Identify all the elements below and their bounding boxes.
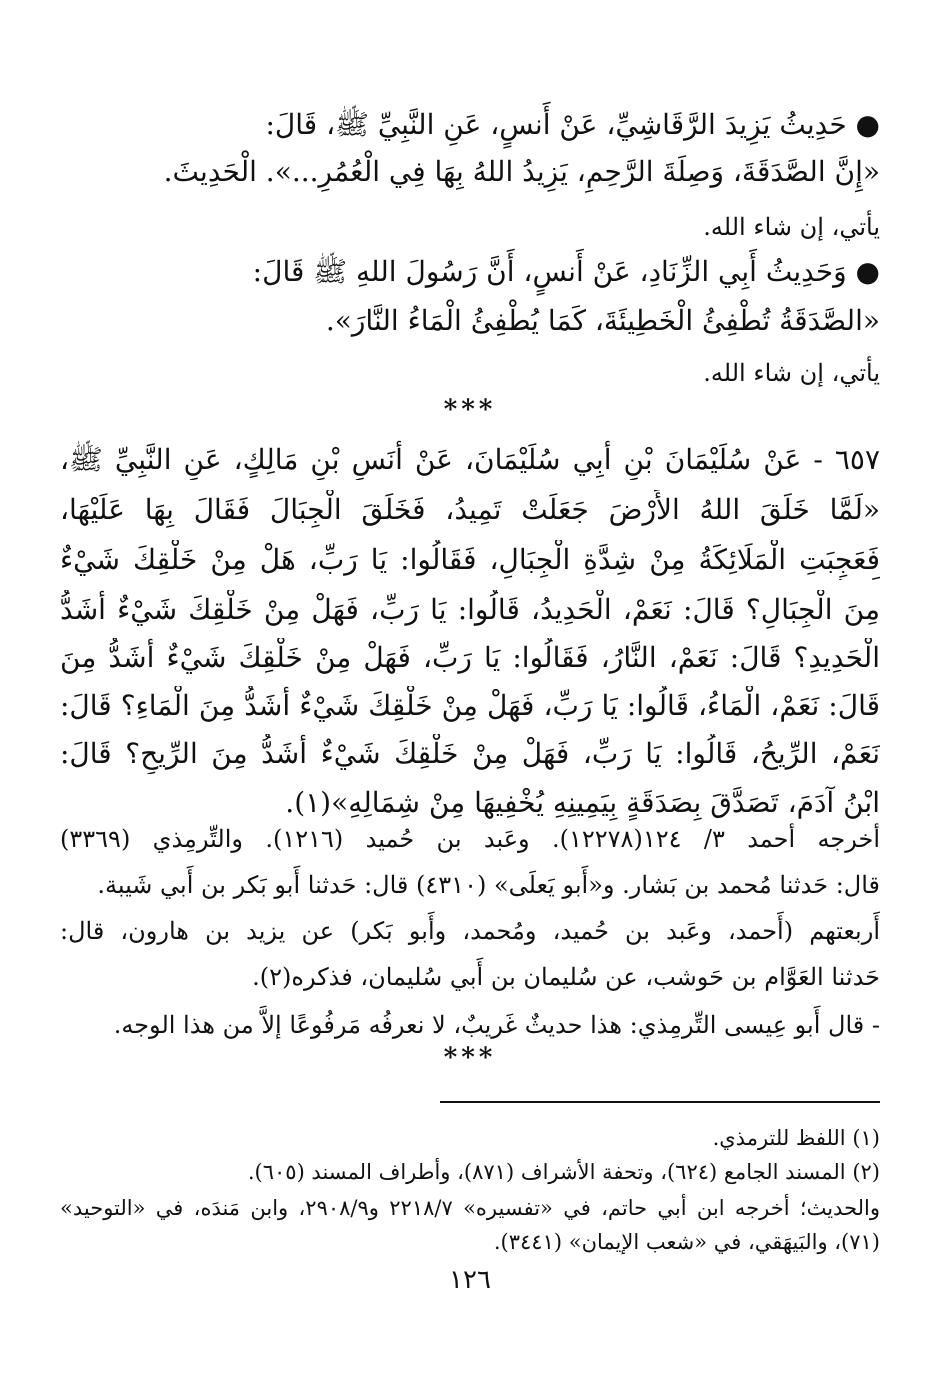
bullet-line: ● وَحَدِيثُ أَبِي الزِّنَادِ، عَنْ أَنسٍ، أَنَّ رَسُولَ اللهِ ﷺ قَالَ: [252, 255, 880, 288]
hadith-line: «لَمَّا خَلَقَ اللهُ الأَرْضَ جَعَلَتْ تَمِيدُ، فَخَلَقَ الْجِبَالَ فَقَالَ بِهَا عَلَيْهَا، [60, 493, 880, 526]
footnote-divider [440, 1101, 880, 1103]
page-number: ١٢٦ [449, 1265, 491, 1295]
takhrij-line: حَدثنا العَوَّام بن حَوشب، عن سُليمان بن أَبي سُليمان، فذكره(٢). [252, 963, 880, 991]
hadith-line: الْحَدِيدِ؟ قَالَ: نَعَمْ، النَّارُ، فَقَالُوا: يَا رَبِّ، فَهَلْ مِنْ خَلْقِكَ شَيْءٌ أَشَدُّ مِنَ [60, 641, 880, 674]
footnote-2-continued: والحديث؛ أخرجه ابن أبي حاتم، في «تفسيره» ٢٢١٨/٧ و٢٩٠٨/٩، وابن مَندَه، في «التوحيد» [60, 1196, 880, 1220]
section-separator: *** [443, 395, 497, 425]
footnote-2: (٢) المسند الجامع (٦٢٤)، وتحفة الأشراف (٨٧١)، وأطراف المسند (٦٠٥). [247, 1160, 880, 1184]
hadith-text: «الصَّدَقَةُ تُطْفِئُ الْخَطِيئَةَ، كَمَا يُطْفِئُ الْمَاءُ النَّارَ». [325, 304, 880, 337]
tirmidhi-comment: - قال أَبو عِيسى التِّرمِذي: هذا حديثٌ غَريبٌ، لا نعرفُه مَرفُوعًا إلاَّ من هذا الوجه. [113, 1011, 880, 1039]
takhrij-line: قال: حَدثنا مُحمد بن بَشار. و«أَبو يَعلَى» (٤٣١٠) قال: حَدثنا أَبو بَكر بن أَبي شَيبة. [97, 871, 880, 899]
bullet-line: ● حَدِيثُ يَزِيدَ الرَّقَاشِيِّ، عَنْ أَنسٍ، عَنِ النَّبِيِّ ﷺ، قَالَ: [265, 108, 880, 141]
takhrij-line: أَربعتهم (أَحمد، وعَبد بن حُميد، ومُحمد، وأَبو بَكر) عن يزيد بن هارون، قال: [60, 917, 880, 945]
hadith-line: ابْنُ آدَمَ، تَصَدَّقَ بِصَدَقَةٍ بِيَمِينِهِ يُخْفِيهَا مِنْ شِمَالِهِ»(١). [285, 786, 880, 819]
hadith-line: مِنَ الْجِبَالِ؟ قَالَ: نَعَمْ، الْحَدِيدُ، قَالُوا: يَا رَبِّ، فَهَلْ مِنْ خَلْقِكَ شَيْءٌ أَشَدُّ [60, 593, 880, 626]
note-line: يأتي، إن شاء الله. [703, 213, 880, 241]
hadith-line: ٦٥٧ - عَنْ سُلَيْمَانَ بْنِ أَبِي سُلَيْمَانَ، عَنْ أَنَسِ بْنِ مَالِكٍ، عَنِ النَّبِيِّ ﷺ، [60, 443, 880, 476]
takhrij-line: أخرجه أحمد ٣/ ١٢٤(١٢٢٧٨). وعَبد بن حُميد (١٢١٦). والتِّرمِذي (٣٣٦٩) [60, 825, 880, 853]
footnote-2-continued: (٧١)، والبَيهَقي، في «شعب الإيمان» (٣٤٤١). [493, 1230, 880, 1254]
hadith-line: نَعَمْ، الرِّيحُ، قَالُوا: يَا رَبِّ، فَهَلْ مِنْ خَلْقِكَ شَيْءٌ أَشَدُّ مِنَ الرِّيحِ؟ قَالَ: [60, 737, 880, 770]
hadith-line: فَعَجِبَتِ الْمَلَائِكَةُ مِنْ شِدَّةِ الْجِبَالِ، فَقَالُوا: يَا رَبِّ، هَلْ مِنْ خَلْقِكَ شَيْءٌ [60, 543, 880, 576]
section-separator: *** [443, 1043, 497, 1073]
note-line: يأتي، إن شاء الله. [703, 359, 880, 387]
hadith-text: «إِنَّ الصَّدَقَةَ، وَصِلَةَ الرَّحِمِ، يَزِيدُ اللهُ بِهَا فِي الْعُمُرِ...». الْحَدِيثَ. [163, 155, 880, 188]
hadith-line: قَالَ: نَعَمْ، الْمَاءُ، قَالُوا: يَا رَبِّ، فَهَلْ مِنْ خَلْقِكَ شَيْءٌ أَشَدُّ مِنَ الْمَاءِ؟ قَالَ: [60, 689, 880, 722]
footnote-1: (١) اللفظ للترمذي. [712, 1126, 880, 1150]
